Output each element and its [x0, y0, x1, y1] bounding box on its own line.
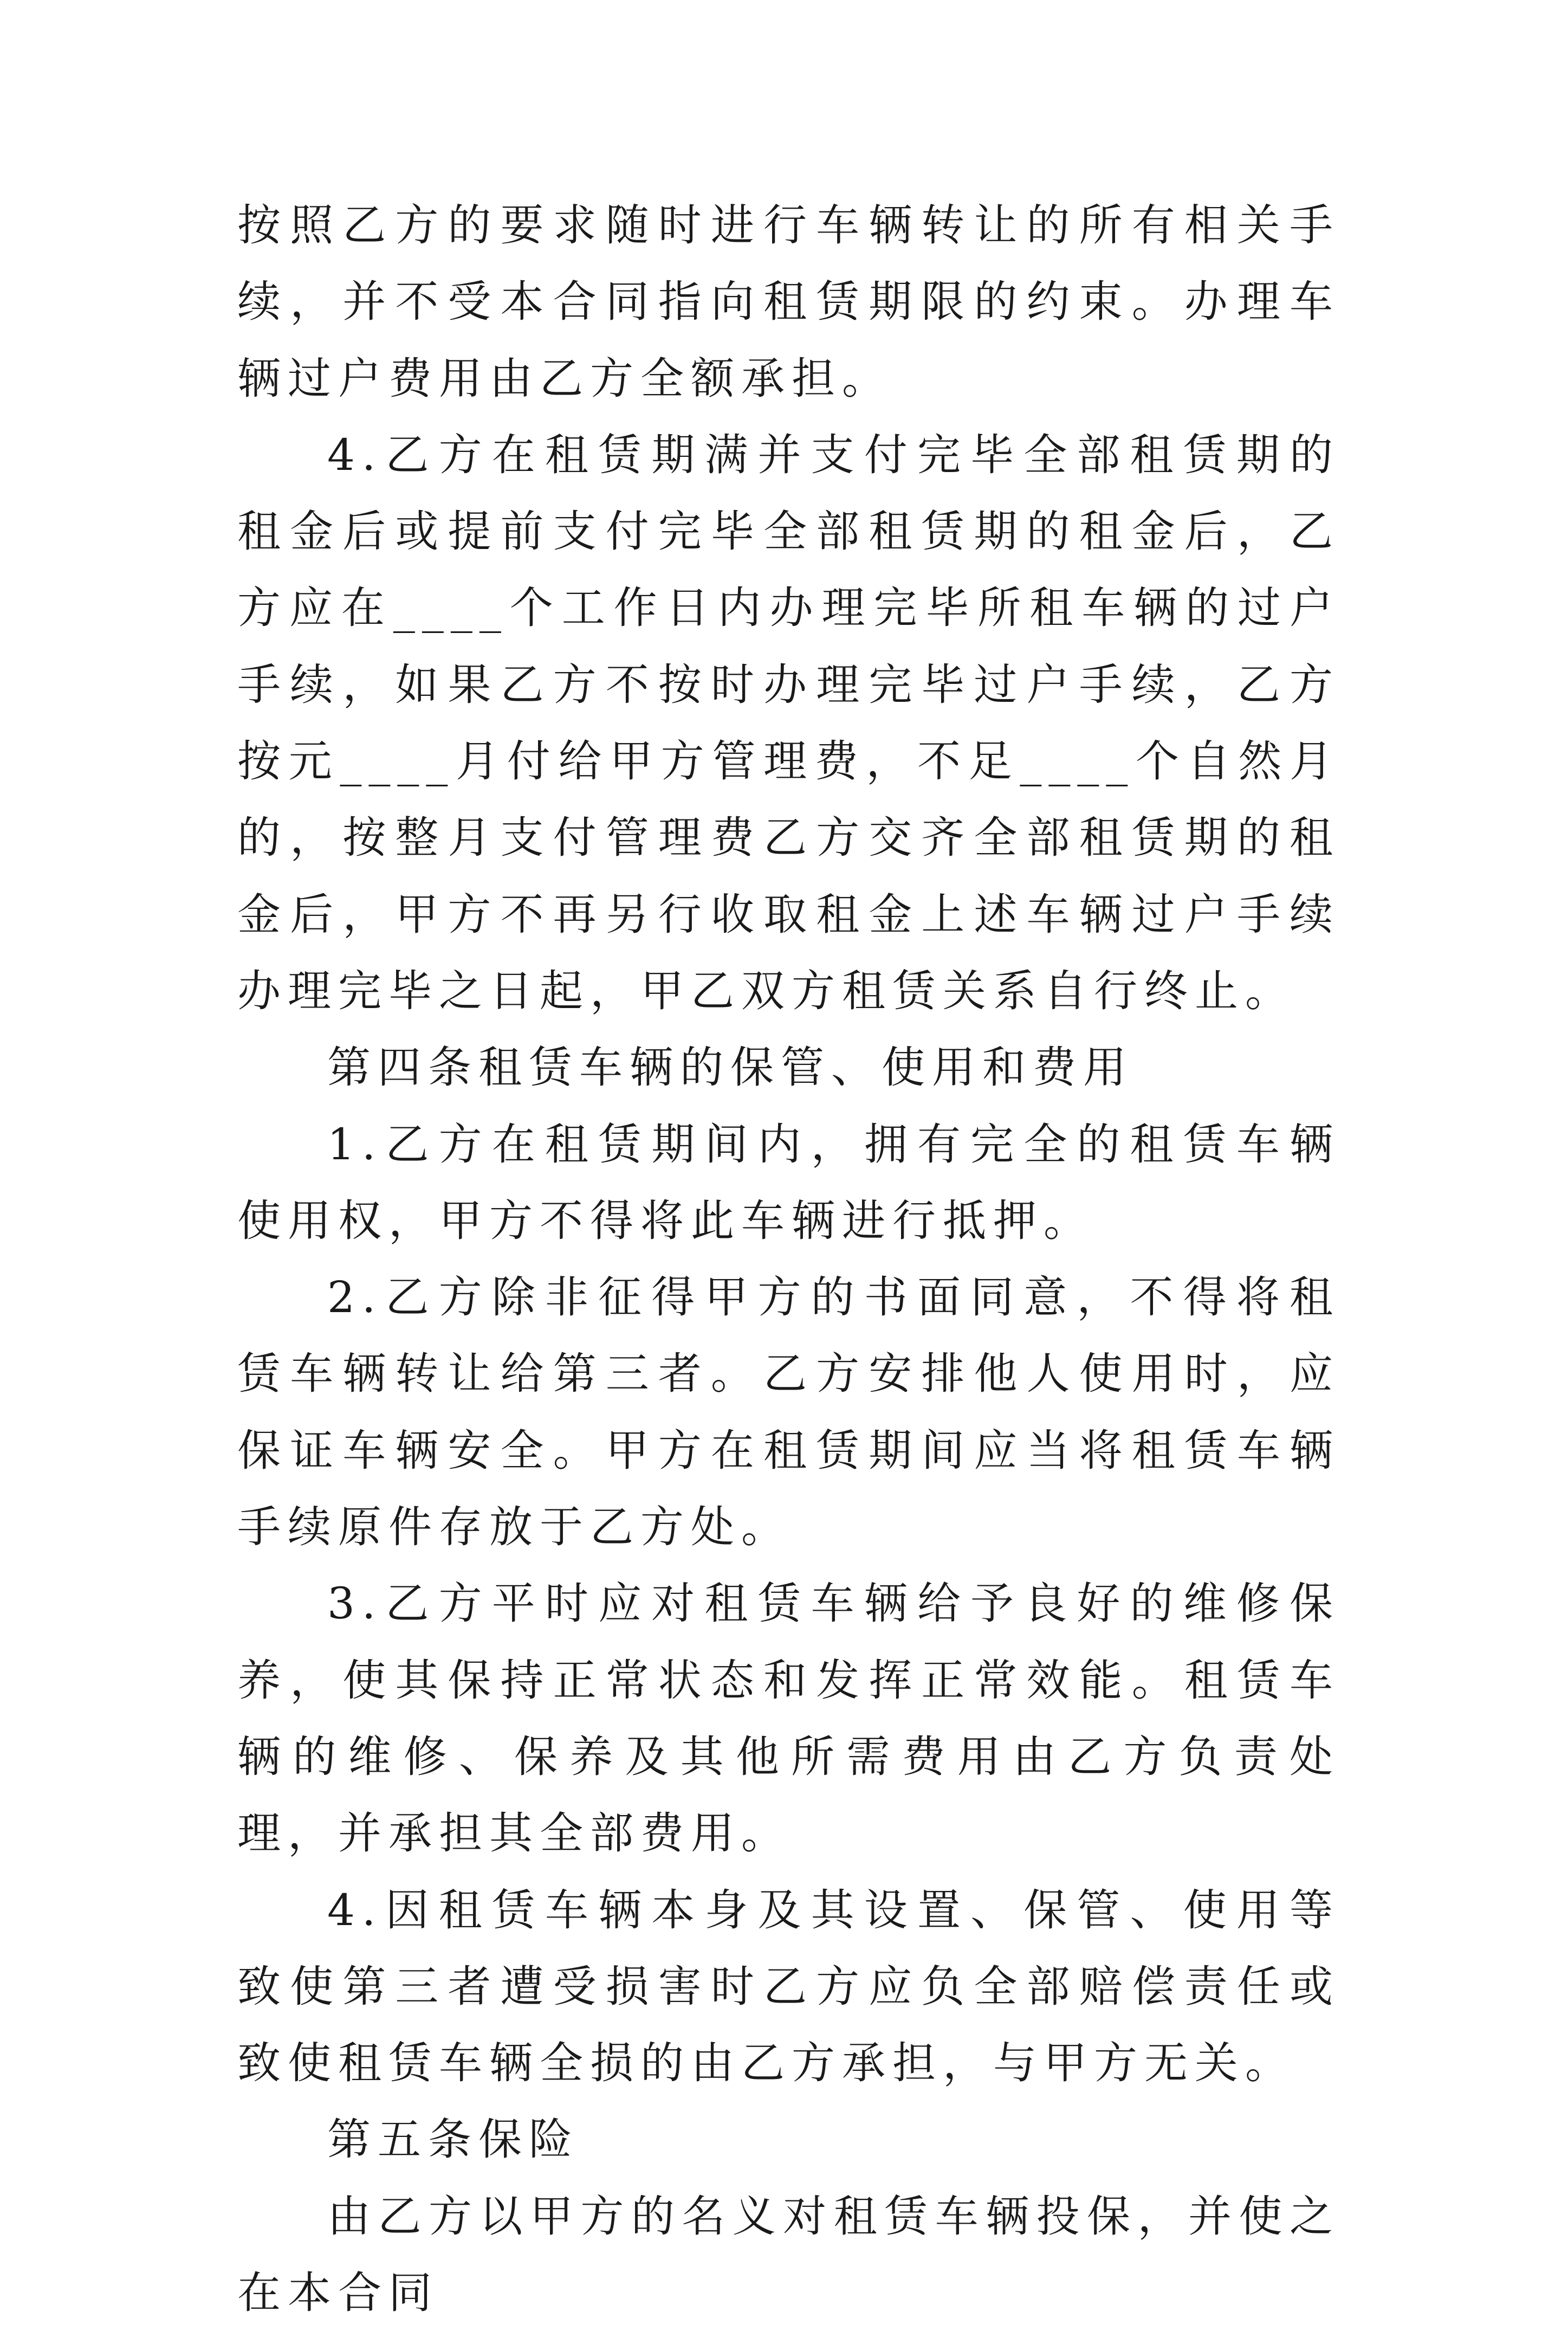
paragraph-item-3-maintenance: 3.乙方平时应对租赁车辆给予良好的维修保养，使其保持正常状态和发挥正常效能。租赁车辆的维修、保养及其他所需费用由乙方负责处理，并承担其全部费用。: [237, 1578, 1340, 1859]
paragraph-item-1-usage-right: 1.乙方在租赁期间内，拥有完全的租赁车辆使用权，甲方不得将此车辆进行抵押。: [237, 1119, 1340, 1246]
paragraph-insurance: 由乙方以甲方的名义对租赁车辆投保，并使之在本合同: [237, 2191, 1340, 2319]
paragraph-item-4-liability: 4.因租赁车辆本身及其设置、保管、使用等致使第三者遭受损害时乙方应负全部赔偿责任或致使租赁车辆全损的由乙方承担，与甲方无关。: [237, 1884, 1340, 2089]
section-heading-article-4: 第四条租赁车辆的保管、使用和费用: [327, 1042, 1133, 1093]
section-heading-article-5: 第五条保险: [327, 2114, 579, 2165]
paragraph-item-4-ownership-transfer: 4.乙方在租赁期满并支付完毕全部租赁期的租金后或提前支付完毕全部租赁期的租金后，乙方应在____个工作日内办理完毕所租车辆的过户手续，如果乙方不按时办理完毕过户手续，乙方按元____月付给甲方管理费，不足____个自然月的，按整月支付管理费乙方交齐全部租赁期的租金后，甲方不再另行收取租金上述车辆过户手续办理完毕之日起，甲乙双方租赁关系自行终止。: [237, 429, 1340, 1016]
document-body: [237, 187, 1340, 2331]
paragraph-transfer-procedures: 按照乙方的要求随时进行车辆转让的所有相关手续，并不受本合同指向租赁期限的约束。办理车辆过户费用由乙方全额承担。: [237, 200, 1340, 404]
paragraph-item-2-no-transfer: 2.乙方除非征得甲方的书面同意，不得将租赁车辆转让给第三者。乙方安排他人使用时，应保证车辆安全。甲方在租赁期间应当将租赁车辆手续原件存放于乙方处。: [237, 1272, 1340, 1553]
